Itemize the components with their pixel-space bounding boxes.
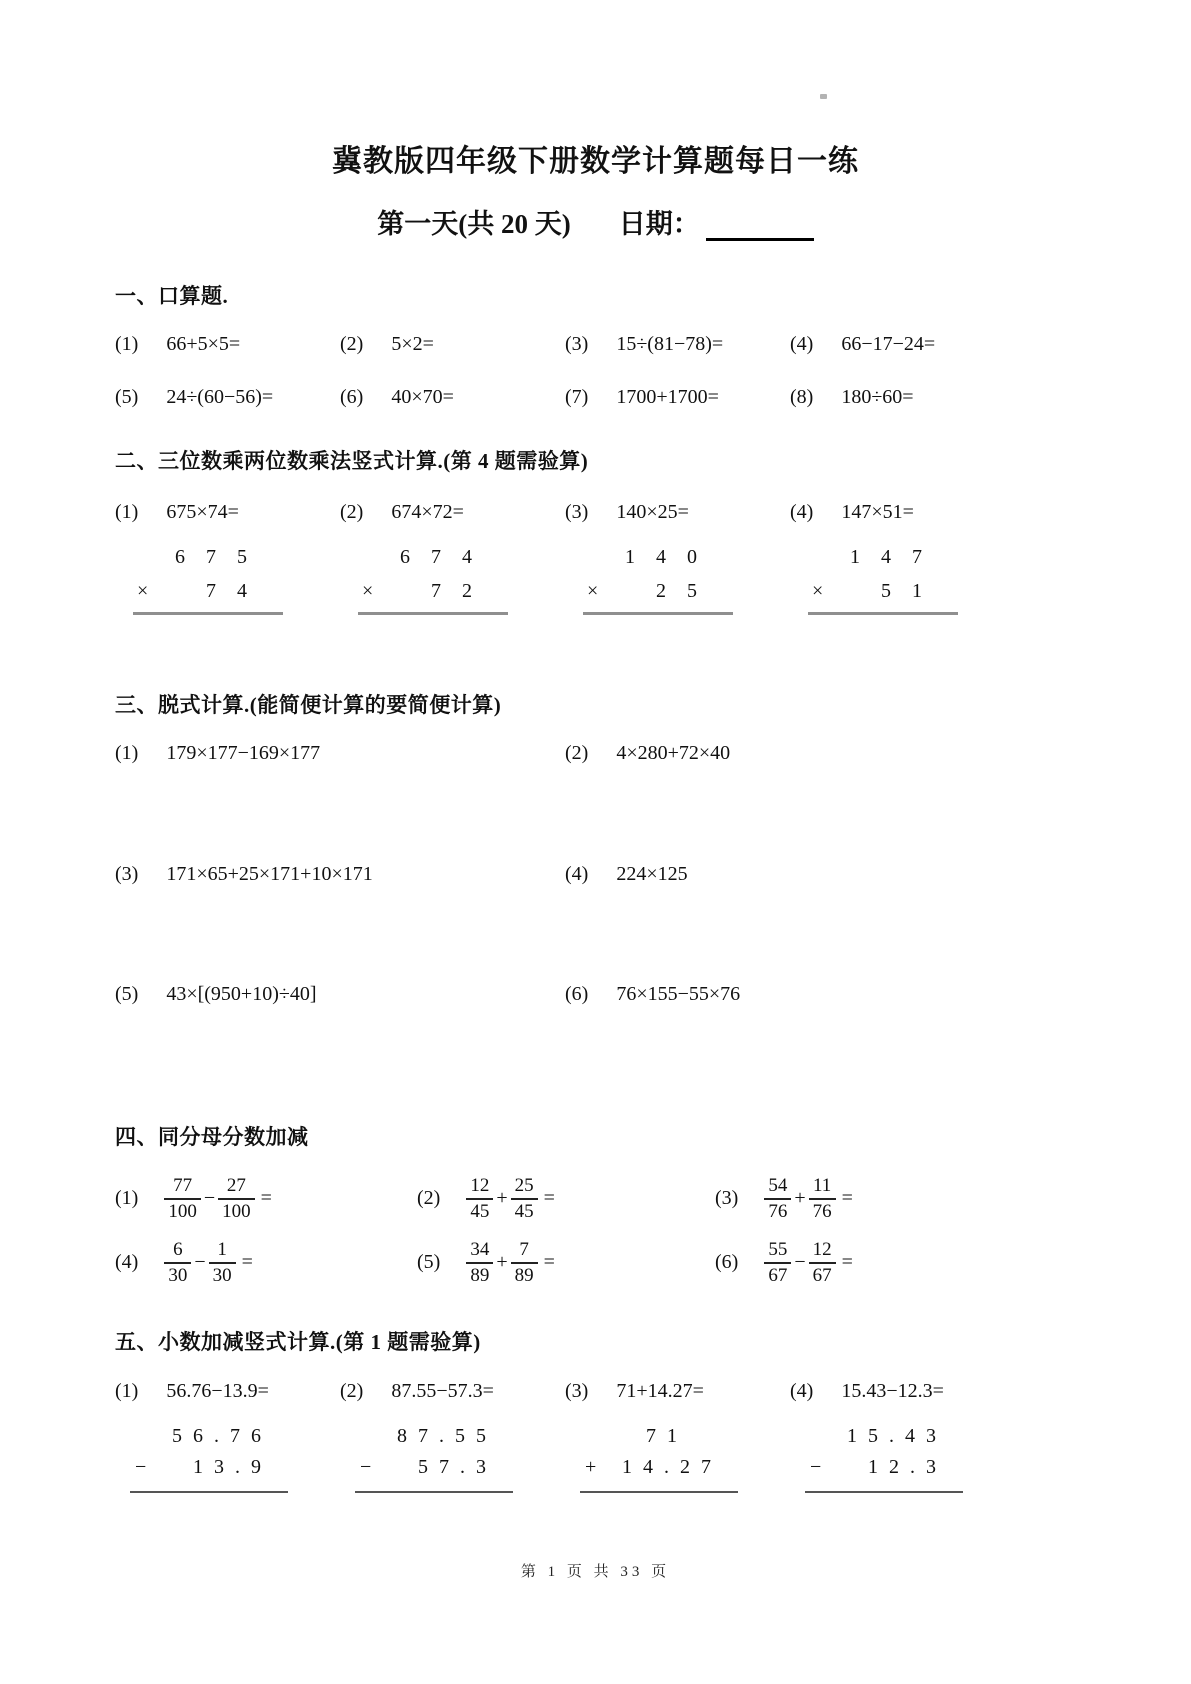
stack-multiplier: 7 4 [206, 580, 255, 602]
fraction-denominator: 30 [212, 1264, 232, 1286]
problem [715, 1174, 1091, 1224]
fraction-numerator: 54 [764, 1174, 791, 1200]
stack-multiplicand: 6 7 5 [175, 546, 255, 568]
day-count-label: 第一天(共 20 天) [377, 209, 571, 239]
problem [565, 501, 790, 615]
section2-header: 二、三位数乘两位数乘法竖式计算.(第 4 题需验算) [115, 449, 589, 473]
fraction-numerator: 34 [466, 1238, 493, 1264]
problem-label: (1) [115, 742, 139, 764]
problem-label: (6) [565, 983, 589, 1005]
multiplication-stack [133, 540, 283, 615]
fraction [809, 1238, 836, 1288]
problem [790, 333, 1091, 356]
stack-multiplier: 2 5 [656, 580, 705, 602]
problem-expression: 66−17−24= [841, 333, 936, 355]
problem-label: (4) [790, 501, 814, 523]
problem [715, 1238, 1091, 1288]
fraction-operator: + [496, 1187, 508, 1210]
date-label: 日期： [618, 209, 700, 239]
problem-label: (5) [115, 983, 139, 1005]
problem-expression: 5×2= [391, 333, 434, 355]
equals-sign: = [841, 1187, 853, 1210]
decimal-stack [130, 1421, 288, 1493]
fraction [764, 1238, 791, 1288]
problem-expression: 147×51= [841, 501, 914, 523]
problem [115, 742, 565, 765]
stack-top-number: 1 5 . 4 3 [847, 1425, 939, 1447]
problem [340, 386, 565, 409]
stack-bottom-number: 5 7 . 3 [418, 1456, 489, 1478]
problem-label: (3) [565, 333, 589, 355]
problem [565, 386, 790, 409]
fraction-operator: + [794, 1187, 806, 1210]
equals-sign: = [241, 1251, 253, 1274]
problem-expression: 43×[(950+10)÷40] [166, 983, 317, 1005]
problem-expression: 24÷(60−56)= [166, 386, 274, 408]
problem-label: (2) [340, 1380, 364, 1402]
problem-label: (1) [115, 1380, 139, 1402]
section1-row1 [115, 333, 1091, 356]
decimal-stack [805, 1421, 963, 1493]
problem [115, 501, 340, 615]
fraction-expression [764, 1174, 853, 1224]
fraction-numerator: 27 [218, 1174, 255, 1200]
stack-bottom-number: 1 2 . 3 [868, 1456, 939, 1478]
section1-row2 [115, 386, 1091, 409]
multiply-operator: × [812, 580, 824, 602]
problem-label: (1) [115, 1187, 139, 1210]
problem-expression: 1700+1700= [616, 386, 719, 408]
section1-header: 一、口算题. [115, 284, 229, 308]
fraction-denominator: 100 [222, 1200, 251, 1222]
fraction-expression [164, 1238, 253, 1288]
fraction-expression [466, 1174, 555, 1224]
problem [115, 1174, 417, 1224]
problem [790, 386, 1091, 409]
fraction-denominator: 67 [812, 1264, 832, 1286]
fraction [809, 1174, 836, 1224]
equals-sign: = [260, 1187, 272, 1210]
fraction-denominator: 76 [812, 1200, 832, 1222]
fraction-numerator: 11 [809, 1174, 836, 1200]
problem-expression: 15÷(81−78)= [616, 333, 724, 355]
problem [790, 501, 1091, 615]
section5-header: 五、小数加减竖式计算.(第 1 题需验算) [115, 1330, 481, 1354]
section5-row [115, 1380, 1091, 1493]
stack-multiplier: 7 2 [431, 580, 480, 602]
fraction-denominator: 100 [168, 1200, 197, 1222]
problem-label: (6) [715, 1251, 739, 1274]
problem-label: (3) [565, 1380, 589, 1402]
fraction-operator: − [203, 1187, 216, 1210]
problem [565, 863, 1091, 886]
stack-multiplicand: 1 4 0 [625, 546, 705, 568]
fraction-denominator: 76 [768, 1200, 788, 1222]
stack-operator: − [135, 1456, 147, 1478]
fraction-numerator: 6 [164, 1238, 191, 1264]
problem-expression: 674×72= [391, 501, 464, 523]
decimal-stack [580, 1421, 738, 1493]
equals-sign: = [543, 1251, 555, 1274]
fraction-denominator: 45 [470, 1200, 490, 1222]
stack-multiplicand: 6 7 4 [400, 546, 480, 568]
multiply-operator: × [137, 580, 149, 602]
problem [565, 983, 1091, 1006]
fraction-expression [164, 1174, 272, 1224]
problem-expression: 179×177−169×177 [166, 742, 321, 764]
fraction-numerator: 7 [511, 1238, 538, 1264]
fraction-denominator: 89 [514, 1264, 534, 1286]
fraction-operator: − [194, 1251, 206, 1274]
stack-bottom-number: 1 4 . 2 7 [622, 1456, 714, 1478]
problem [417, 1174, 715, 1224]
multiplication-stack [808, 540, 958, 615]
problem-label: (2) [565, 742, 589, 764]
section3-row3 [115, 983, 1091, 1006]
fraction [164, 1174, 201, 1224]
equals-sign: = [543, 1187, 555, 1210]
fraction-expression [764, 1238, 853, 1288]
problem [340, 333, 565, 356]
fraction-numerator: 25 [511, 1174, 538, 1200]
fraction-numerator: 1 [209, 1238, 236, 1264]
stack-top-number: 7 1 [646, 1425, 680, 1447]
section4-row1 [115, 1174, 1091, 1224]
section3-row1 [115, 742, 1091, 765]
page-title: 冀教版四年级下册数学计算题每日一练 [332, 145, 859, 178]
fraction-denominator: 67 [768, 1264, 788, 1286]
fraction-denominator: 45 [514, 1200, 534, 1222]
fraction [209, 1238, 236, 1288]
fraction-numerator: 12 [809, 1238, 836, 1264]
problem [115, 386, 340, 409]
problem [565, 333, 790, 356]
problem [417, 1238, 715, 1288]
problem-label: (6) [340, 386, 364, 408]
problem-label: (4) [790, 1380, 814, 1402]
stray-mark [820, 94, 827, 99]
fraction [164, 1238, 191, 1288]
fraction-numerator: 55 [764, 1238, 791, 1264]
problem-label: (1) [115, 333, 139, 355]
problem-label: (2) [417, 1187, 441, 1210]
problem-expression: 4×280+72×40 [616, 742, 731, 764]
date-blank-line [706, 214, 814, 241]
problem-label: (5) [417, 1251, 441, 1274]
problem-label: (2) [340, 501, 364, 523]
problem-label: (4) [790, 333, 814, 355]
section3-row2 [115, 863, 1091, 886]
stack-multiplier: 5 1 [881, 580, 930, 602]
problem-label: (4) [115, 1251, 139, 1274]
fraction [764, 1174, 791, 1224]
problem-label: (1) [115, 501, 139, 523]
subtitle [0, 202, 1191, 241]
problem-expression: 171×65+25×171+10×171 [166, 863, 373, 885]
fraction-expression [466, 1238, 555, 1288]
problem-expression: 76×155−55×76 [616, 983, 741, 1005]
fraction [511, 1238, 538, 1288]
fraction-numerator: 12 [466, 1174, 493, 1200]
problem-expression: 40×70= [391, 386, 454, 408]
page-footer: 第 1 页 共 33 页 [520, 1564, 671, 1580]
problem-label: (7) [565, 386, 589, 408]
problem-label: (3) [715, 1187, 739, 1210]
stack-bottom-number: 1 3 . 9 [193, 1456, 264, 1478]
multiplication-stack [358, 540, 508, 615]
problem-label: (4) [565, 863, 589, 885]
fraction-denominator: 30 [168, 1264, 188, 1286]
problem-expression: 140×25= [616, 501, 689, 523]
stack-operator: − [360, 1456, 372, 1478]
equals-sign: = [841, 1251, 853, 1274]
fraction-numerator: 77 [164, 1174, 201, 1200]
problem [340, 501, 565, 615]
problem [565, 742, 1091, 765]
problem [115, 1238, 417, 1288]
fraction [218, 1174, 255, 1224]
problem-label: (5) [115, 386, 139, 408]
section4-row2 [115, 1238, 1091, 1288]
problem [790, 1380, 1091, 1493]
problem-expression: 224×125 [616, 863, 688, 885]
problem-expression: 71+14.27= [616, 1380, 704, 1402]
problem [115, 333, 340, 356]
problem [115, 1380, 340, 1493]
fraction-operator: − [794, 1251, 806, 1274]
multiplication-stack [583, 540, 733, 615]
section2-row [115, 501, 1091, 615]
problem-expression: 675×74= [166, 501, 239, 523]
fraction [466, 1174, 493, 1224]
problem [565, 1380, 790, 1493]
fraction-denominator: 89 [470, 1264, 490, 1286]
problem-label: (8) [790, 386, 814, 408]
problem-expression: 15.43−12.3= [841, 1380, 944, 1402]
fraction [511, 1174, 538, 1224]
stack-top-number: 5 6 . 7 6 [172, 1425, 264, 1447]
stack-operator: − [810, 1456, 822, 1478]
stack-top-number: 8 7 . 5 5 [397, 1425, 489, 1447]
decimal-stack [355, 1421, 513, 1493]
problem-expression: 87.55−57.3= [391, 1380, 494, 1402]
problem-label: (3) [565, 501, 589, 523]
problem-label: (3) [115, 863, 139, 885]
multiply-operator: × [587, 580, 599, 602]
date-field [619, 202, 814, 241]
problem-label: (2) [340, 333, 364, 355]
problem [340, 1380, 565, 1493]
fraction-operator: + [496, 1251, 508, 1274]
problem-expression: 66+5×5= [166, 333, 241, 355]
problem [115, 863, 565, 886]
stack-multiplicand: 1 4 7 [850, 546, 930, 568]
multiply-operator: × [362, 580, 374, 602]
fraction [466, 1238, 493, 1288]
problem [115, 983, 565, 1006]
problem-expression: 56.76−13.9= [166, 1380, 269, 1402]
section3-header: 三、脱式计算.(能简便计算的要简便计算) [115, 693, 502, 717]
problem-expression: 180÷60= [841, 386, 914, 408]
section4-header: 四、同分母分数加减 [115, 1125, 309, 1149]
stack-operator: + [585, 1456, 597, 1478]
